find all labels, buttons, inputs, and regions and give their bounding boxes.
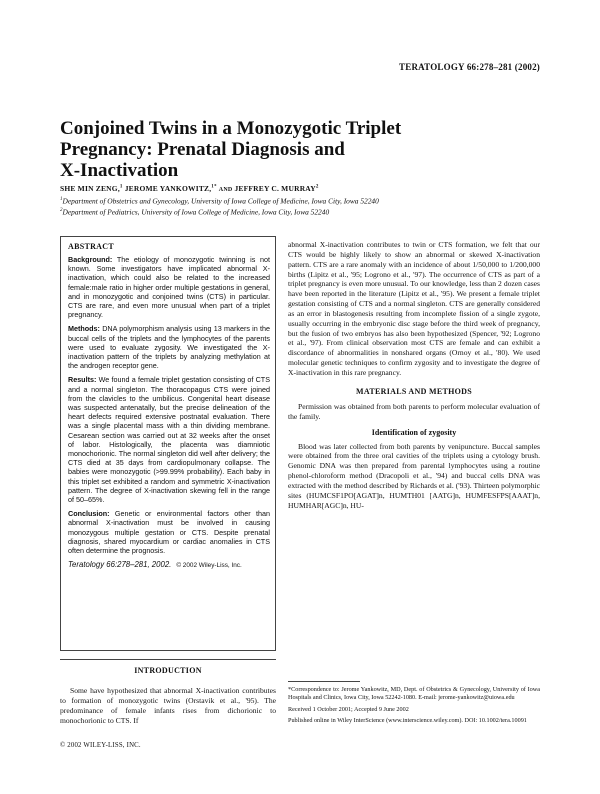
affiliation-text: Department of Pediatrics, University of Iowa College of Medicine, Iowa City, Iowa 52240 <box>62 207 330 217</box>
title-line: X-Inactivation <box>60 160 179 181</box>
published-note: Published online in Wiley InterScience (www.interscience.wiley.com). DOI: 10.1002/tera.10091 <box>288 716 527 724</box>
author-affiliation-mark: 2 <box>315 184 319 190</box>
affiliation-item <box>60 206 540 217</box>
author-name: SHE MIN ZENG, <box>60 184 120 193</box>
body-paragraph: Blood was later collected from both parents by venipuncture. Buccal samples were obtained from the three oral cavities of the triplets using a cytology brush. Genomic DNA was then prepared from parental lymphocytes using a routine phenol-chloroform method (Dracopoli et al., '94) and buccal cells DNA was extracted with the method described by Richards et al. ('93). Thirteen polymorphic sites (HUMCSF1PO[AGAT]n, HUMTH01 [AATG]n, HUMFESFPS[AAAT]n, HUMHAR[AGC]n, HU- <box>288 441 540 510</box>
title-line: Pregnancy: Prenatal Diagnosis and <box>60 139 345 160</box>
introduction-heading: INTRODUCTION <box>134 666 202 675</box>
author-name: JEFFREY C. MURRAY <box>234 184 316 193</box>
affiliation-mark: 1 <box>60 197 63 202</box>
citation-text: Teratology 66:278–281, 2002. <box>68 560 172 570</box>
copyright-footer: © 2002 WILEY-LISS, INC. <box>60 742 141 749</box>
abstract-content <box>68 242 270 569</box>
abstract-background <box>68 255 270 319</box>
right-column <box>288 240 540 510</box>
abstract-background-text: The etiology of monozygotic twinning is not known. Some investigators have implicated abnormal X-inactivation, which could also be related to the increased female:male ratio in higher order multiple gestations in general, and in monozygotic and conjoined twins (CTS) in particular. CTS are rare, and even more unusual when part of a triplet pregnancy. <box>68 255 270 320</box>
abstract-results-text: We found a female triplet gestation consisting of CTS and a normal singleton. The thoracopagus CTS were joined from the clavicles to the umbilicus. Congenital heart disease was suspected antenatally, but the precise delineation of the heart defects required extensive postnatal evaluation. There was a single placental mass with a thin dividing membrane. Cesarean section was carried out at 32 weeks after the onset of labor. Histologically, the placenta was diamniotic monochorionic. The normal singleton did well after delivery; the CTS died at 35 days from cardiopulmonary collapse. The babies were monozygotic (>99.99% probability). Each baby in this triplet set exhibited a random and symmetric X-inactivation pattern. The degree of X-inactivation skewing fell in the range of 50–65%. <box>68 375 270 505</box>
body-paragraph: abnormal X-inactivation contributes to twin or CTS formation, we felt that our CTS would be highly likely to show an abnormal or skewed X-inactivation pattern. CTS are a rare anomaly with an incidence of about 1/50,000 to 1/200,000 births (Lipitz et al., '95; Logrono et al., '97). The occurrence of CTS as part of a triplet pregnancy is even more unusual. To our knowledge, less than 2 dozen cases have been reported in the literature (Lipitz et al., '95). We present a female triplet gestation consisting of CTS and a normal singleton. CTS are generally considered as an error in blastogenesis resulting from incomplete fission of a single zygote, usually occurring in the embryonic disc stage before the third week of pregnancy, but the fusion of two embryos has also been hypothesized (Spencer, '92; Logrono et al., '97). From clinical observation most CTS are female and can exhibit a discordance of abnormalities in nonshared organs (Ornoy et al., '80). We used molecular genetic techniques to confirm zygosity and to investigate the degree of X-inactivation in this rare pregnancy. <box>288 240 540 377</box>
methods-heading: MATERIALS AND METHODS <box>356 386 472 396</box>
journal-header: TERATOLOGY 66:278–281 (2002) <box>399 62 540 72</box>
author-conjunction: AND <box>218 187 233 193</box>
citation-copyright: © 2002 Wiley-Liss, Inc. <box>176 562 242 570</box>
abstract-background-label: Background: <box>68 255 113 264</box>
abstract-methods <box>68 324 270 370</box>
abstract-methods-label: Methods: <box>68 324 100 334</box>
introduction-text: Some have hypothesized that abnormal X-inactivation contributes to formation of monozygotic twins (Orstavik et al., '95). The predominance of female infants rises from dichorionic to monochorionic to CTS. If <box>60 686 276 725</box>
abstract-conclusion <box>68 509 270 555</box>
footnote-divider <box>288 681 360 682</box>
title-line: Conjoined Twins in a Monozygotic Triplet <box>60 118 402 139</box>
zygosity-heading: Identification of zygosity <box>371 427 457 437</box>
abstract-heading: ABSTRACT <box>68 242 114 251</box>
citation-line <box>68 560 270 569</box>
footnotes <box>288 686 540 728</box>
author-affiliation-mark: 1 <box>119 184 123 190</box>
author-affiliation-mark: 1* <box>211 184 217 190</box>
correspondence-note: *Correspondence to: Jerome Yankowitz, MD, Dept. of Obstetrics & Gynecology, University of Iowa Hospitals and Clinics, Iowa City, Iowa 52242-1080. E-mail: jerome-yankowitz@uiowa.edu <box>288 686 540 702</box>
abstract-results-label: Results: <box>68 375 97 385</box>
body-paragraph: Permission was obtained from both parents to perform molecular evaluation of the family. <box>288 401 540 421</box>
author-list <box>60 184 540 193</box>
article-title <box>60 118 530 181</box>
author-name: JEROME YANKOWITZ, <box>124 184 212 193</box>
section-divider <box>60 659 276 660</box>
affiliation-text: Department of Obstetrics and Gynecology, University of Iowa College of Medicine, Iowa City, Iowa 52240 <box>62 196 379 206</box>
abstract-conclusion-text: Genetic or environmental factors other than abnormal X-inactivation must be involved in causing monozygous multiple gestation or CTS. Despite prenatal diagnosis, shared myocardium or cardiac anomalies in CTS often determine the prognosis. <box>68 509 271 556</box>
affiliations <box>60 195 540 217</box>
abstract-conclusion-label: Conclusion: <box>68 509 110 519</box>
abstract-results <box>68 375 270 504</box>
received-note: Received 1 October 2001; Accepted 9 June 2002 <box>288 705 409 713</box>
abstract-methods-text: DNA polymorphism analysis using 13 markers in the buccal cells of the triplets and the lymphocytes of the parents were used to evaluate zygosity. We investigated the X-inactivation pattern of the triplets by analyzing methylation at the androgen receptor gene. <box>68 324 270 371</box>
affiliation-mark: 2 <box>60 207 63 213</box>
affiliation-item <box>60 195 540 206</box>
